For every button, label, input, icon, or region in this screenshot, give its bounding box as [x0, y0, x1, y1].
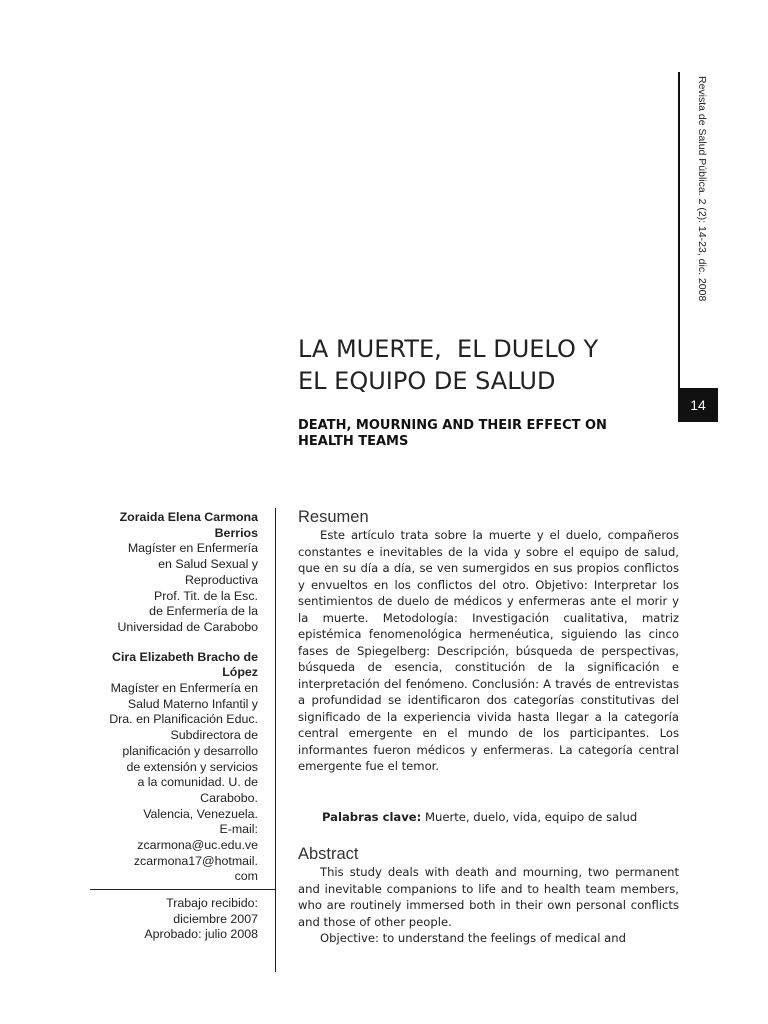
keywords: [322, 810, 682, 824]
article-title: [298, 333, 658, 397]
resumen-heading: Resumen: [298, 508, 369, 526]
abstract-body: [298, 864, 679, 950]
author-affiliation: Reproductiva: [184, 572, 258, 587]
resumen-paragraph: Este artículo trata sobre la muerte y el duelo, compañeros constantes e inevitables de la vida y sobre el equipo de salud, que en su día a día, se ven sumergidos en sus propios conflictos y envueltos en los conflictos del otro. Objetivo: Interpretar los sentimientos de duelo de médicos y enfermeras ante el morir y la muerte. Metodología: Investigación cualitativa, matriz epistémica fenomenológica hermenéutica, siguiendo las cinco fases de Spiegelberg: Descripción, búsqueda de perspectivas, búsqueda de esencia, constitución de la significación e interpretación del fenómeno. Conclusión: A través de entrevistas a profundidad se identificaron dos categorías constitutivas del significado de la experiencia vivida hasta llegar a la categoría central emergente en el mundo de los participantes. Los informantes fueron médicos y enfermeras. La categoría central emergente fue el temor.: [298, 528, 679, 773]
author-affiliation: Universidad de Carabobo: [117, 619, 258, 634]
page-number: 14: [678, 388, 718, 422]
author-2: [80, 650, 258, 886]
journal-reference: Revista de Salud Pública. 2 (2): 14-23, dic. 2008: [696, 76, 708, 302]
author-name: Zoraida Elena Carmona: [119, 510, 258, 524]
keywords-value: Muerte, duelo, vida, equipo de salud: [425, 810, 638, 824]
author-affiliation: de extensión y servicios: [126, 759, 258, 774]
email-link[interactable]: zcarmona@uc.edu.ve: [137, 838, 258, 853]
dates-divider: [90, 889, 275, 890]
author-affiliation: en Salud Sexual y: [158, 557, 258, 572]
author-affiliation: Carabobo.: [200, 790, 258, 805]
email-link[interactable]: com: [234, 869, 258, 884]
journal-side-rule: [678, 72, 680, 392]
resumen-body: [298, 527, 679, 775]
column-divider: [275, 508, 276, 972]
title-line-1: LA MUERTE, EL DUELO Y: [298, 335, 599, 363]
author-affiliation: Magíster en Enfermería en: [110, 681, 258, 696]
author-affiliation: Valencia, Venezuela.: [143, 806, 258, 821]
author-affiliation: Subdirectora de: [170, 728, 258, 743]
article-subtitle: [298, 418, 658, 450]
abstract-heading: Abstract: [298, 845, 359, 863]
abstract-paragraph: This study deals with death and mourning, two permanent and inevitable companions to life and to health team members, who are routinely immersed both in their own personal conflicts and those of other people.: [298, 865, 679, 929]
email-label: E-mail:: [219, 822, 258, 837]
date-line: Trabajo recibido:: [166, 896, 258, 910]
abstract-paragraph: Objective: to understand the feelings of medical and: [320, 931, 626, 945]
subtitle-line-2: HEALTH TEAMS: [298, 434, 409, 449]
author-info: [80, 510, 258, 899]
author-name: López: [222, 665, 258, 680]
date-line: diciembre 2007: [173, 911, 258, 926]
subtitle-line-1: DEATH, MOURNING AND THEIR EFFECT ON: [298, 418, 607, 433]
author-affiliation: planificación y desarrollo: [122, 743, 258, 758]
author-name: Cira Elizabeth Bracho de: [112, 649, 258, 664]
author-affiliation: a la comunidad. U. de: [137, 775, 258, 790]
date-line: Aprobado: julio 2008: [144, 927, 258, 942]
keywords-label: Palabras clave:: [322, 810, 422, 824]
author-affiliation: de Enfermería de la: [149, 604, 258, 619]
author-name: Berrios: [214, 525, 258, 540]
submission-dates: [90, 896, 258, 943]
author-1: [80, 510, 258, 636]
author-affiliation: Magíster en Enfermería: [127, 541, 258, 556]
title-line-2: EL EQUIPO DE SALUD: [298, 367, 556, 395]
email-link[interactable]: zcarmona17@hotmail.: [133, 853, 258, 868]
author-affiliation: Prof. Tit. de la Esc.: [154, 588, 258, 603]
author-affiliation: Salud Materno Infantil y: [127, 696, 258, 711]
author-affiliation: Dra. en Planificación Educ.: [109, 712, 258, 727]
